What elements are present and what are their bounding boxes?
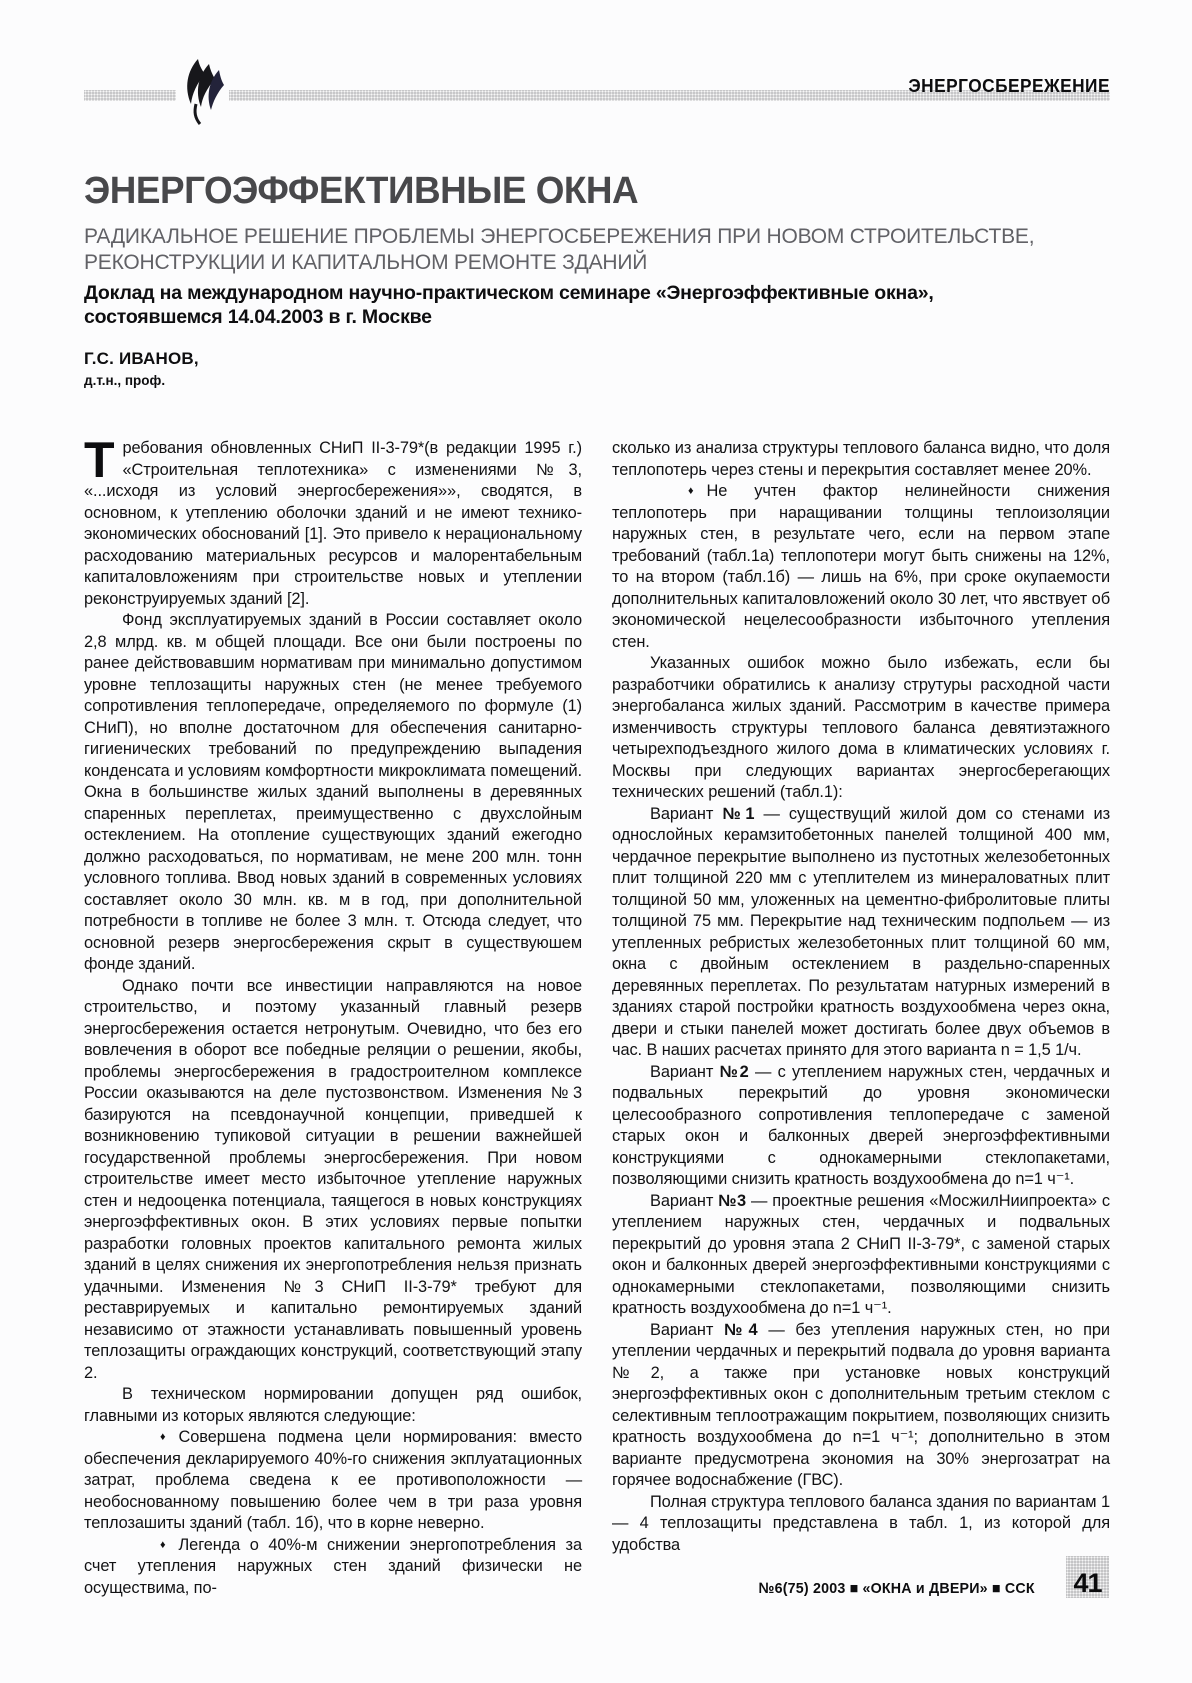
paragraph-text: Однако почти все инвестиции направляются на новое строительство, и поэтому указанный главный резерв энергосбережения остается нетронутым. Очевидно, что без его вовлечения в оборот все победные реляции о решении, якобы, проблемы энергосбережения в градостроителном комплексе России оказываются на деле пустозвонством. Изменения №3 базируются на псевдонаучной концепции, приведшей к возникновению тупиковой ситуации в решении важнейшей государственной проблемы энергосбережения. При новом строительстве имеет место избыточное утепление наружных стен и недооценка потенциала, таящегося в новых конструкциях энергоэффективных окон. В этих условиях первые попытки разработки головных проектов капитального ремонта жилых зданий в целях снижения их энергопотребления нельзя признать удачными. Изменения №3 СНиП II-3-79* требуют для реставрируемых и капитально ремонтируемых зданий независимо от этажности устанавливать повышенный уровень теплозащиты ограждающих конструкций, соответствующий этапу 2. bbox=[84, 976, 582, 1382]
paragraph-text: Вариант bbox=[650, 1191, 719, 1210]
paragraph-text: Совершена подмена цели нормирования: вместо обеспечения декларируемого 40%-го снижения экплуатационных затрат, проблема сведена к ее противоположности — необоснованному повышению более чем в три раза уровня теплозашиты зданий (табл. 1б), что в корне неверно. bbox=[84, 1428, 582, 1532]
author-credentials: д.т.н., проф. bbox=[84, 373, 166, 388]
variant-label: №4 bbox=[724, 1320, 758, 1339]
paragraph-text: Вариант bbox=[650, 1320, 725, 1339]
paragraph-text: — проектные решения «МосжилНиипроекта» с утеплением наружных стен, чердачных и подвальных перекрытий до уровня этапа 2 СНиП II-3-79*, с заменой старых окон и балконных дверей энергоэффективными конструкциями с однокамерными стеклопакетами, позволяющими снизить кратность воздухообмена до n=1 ч⁻¹. bbox=[612, 1191, 1111, 1317]
variant-label: №3 bbox=[718, 1191, 747, 1210]
bullet-icon: ♦ bbox=[688, 485, 694, 497]
paragraph bbox=[84, 1384, 582, 1427]
paragraph bbox=[612, 804, 1110, 1062]
paragraph bbox=[84, 432, 582, 610]
paragraph bbox=[612, 653, 1110, 804]
drop-cap: Т bbox=[84, 432, 115, 488]
paragraph bbox=[84, 610, 582, 976]
paragraph-text: — существущий жилой дом со стенами из однослойных керамзитобетонных панелей толщиной 400 мм, чердачное перекрытие выполнено из пустотных железобетонных плит толщиной 220 мм с утеплителем из минераловатных плит толщиной 50 мм, уложенных на цементно-фибролитовые плиты толщиной 75 мм. Перекрытие над техническим подпольем — из утепленных ребристых железобетонных плит толщиной 60 мм, окна с двойным остеклением в раздельно-спаренных деревянных переплетах. По результатам натурных измерений в зданиях старой постройки кратность воздухообмена через окна, двери и стыки панелей может достигать более двух объемов в час. В наших расчетах принято для этого варианта n = 1,5 1/ч. bbox=[612, 804, 1111, 1059]
paragraph bbox=[612, 1492, 1110, 1557]
paragraph bbox=[84, 1427, 582, 1535]
page-number: 41 bbox=[1073, 1568, 1102, 1598]
paragraph-text: Легенда о 40%-м снижении энергопотребления за счет утепления наружных стен зданий физически не осуществима, по- bbox=[84, 1535, 582, 1597]
paragraph bbox=[612, 481, 1110, 653]
paragraph-text: Указанных ошибок можно было избежать, если бы разработчики обратились к анализу струтуры расходной части энергобаланса жилых зданий. Рассмотрим в качестве примера изменчивость структуры теплового баланса девятиэтажного четырехподъездного жилого дома в климатических условиях г. Москвы при следующих вариантах энергосберегающих технических решений (табл.1): bbox=[612, 654, 1110, 801]
section-label: ЭНЕРГОСБЕРЕЖЕНИЕ bbox=[908, 76, 1110, 96]
paragraph-text: Полная структура теплового баланса здания по вариантам 1 — 4 теплозащиты представлена в табл. 1, из которой для удобства bbox=[612, 1492, 1110, 1554]
bullet-icon: ♦ bbox=[160, 1538, 166, 1551]
page-number-badge bbox=[1066, 1556, 1109, 1598]
paragraph bbox=[612, 1191, 1110, 1320]
article-title: ЭНЕРГОЭФФЕКТИВНЫЕ ОКНА bbox=[84, 170, 639, 212]
article-subtitle: РАДИКАЛЬНОЕ РЕШЕНИЕ ПРОБЛЕМЫ ЭНЕРГОСБЕРЕЖЕНИЯ ПРИ НОВОМ СТРОИТЕЛЬСТВЕ, РЕКОНСТРУКЦИИ И КАПИТАЛЬНОМ РЕМОНТЕ ЗДАНИЙ bbox=[84, 225, 1035, 274]
paragraph bbox=[612, 438, 1110, 481]
paragraph bbox=[612, 1062, 1110, 1191]
paragraph-text: сколько из анализа структуры теплового баланса видно, что доля теплопотерь через стены и перекрытия составляет менее 20%. bbox=[612, 439, 1110, 479]
report-note: Доклад на международном научно-практическом семинаре «Энергоэффективные окна», состоявшемся 14.04.2003 в г. Москве bbox=[84, 282, 934, 328]
variant-label: №1 bbox=[722, 804, 755, 823]
paragraph-text: Не учтен фактор нелинейности снижения теплопотерь при наращивании толщины теплоизоляции наружных стен, в результате чего, если на первом этапе требований (табл.1а) теплопотери могут быть снижены на 12%, то на втором (табл.1б) — лишь на 6%, при сроке окупаемости дополнительных капиталовложений около 30 лет, что явствует об экономической нецелесообразности избыточного утепления стен. bbox=[612, 482, 1110, 651]
footer-issue-line: №6(75) 2003 ■ «ОКНА и ДВЕРИ» ■ ССК bbox=[758, 1580, 1035, 1597]
paragraph bbox=[84, 976, 582, 1385]
column-left bbox=[84, 432, 582, 1599]
column-right bbox=[612, 438, 1110, 1599]
paragraph-text: Вариант bbox=[650, 804, 723, 823]
body-columns bbox=[84, 432, 1111, 1599]
paragraph-text: — с утеплением наружных стен, чердачных и подвальных перекрытий до уровня экономически целесообразного сопротивления теплопередаче с заменой старых окон и балконных дверей энергоэффективными конструкциями с однокамерными стеклопакетами, позволяющими снизить кратность воздухообмена до n=1 ч⁻¹. bbox=[612, 1062, 1110, 1188]
paragraph bbox=[612, 1320, 1110, 1492]
paragraph-text: Вариант bbox=[650, 1062, 720, 1081]
paragraph-text: В техническом нормировании допущен ряд ошибок, главными из которых являются следующие: bbox=[84, 1385, 582, 1425]
paragraph bbox=[84, 1535, 582, 1600]
paragraph-text: Фонд эксплуатируемых зданий в России составляет около 2,8 млрд. кв. м общей площади. Все они были построены по ранее действовавшим нормативам при минимально допустимом уровне теплозащиты наружных стен (не менее требуемого сопротивления теплопередаче, определяемого по формуле (1) СНиП), но вполне достаточном для обеспечения санитарно-гигиенических требований по предупреждению выпадения конденсата и условиям комфортности микроклимата помещений. Окна в большинстве жилых зданий выполнены в деревянных спаренных переплетах, преимущественно с двухслойным остеклением. На отопление существующих зданий ежегодно должно расходоваться, по нормативам, не мене 200 млн. тонн условного топлива. Ввод новых зданий в современных условиях составляет около 30 млн. кв. м в год, при дополнительной потребности в топливе не более 3 млн. т. Отсюда следует, что основной резерв энергосбережения скрыт в существуюшем фонде зданий. bbox=[84, 611, 582, 973]
variant-label: №2 bbox=[719, 1062, 749, 1081]
author-name: Г.С. ИВАНОВ, bbox=[84, 349, 199, 368]
publisher-flame-logo-icon bbox=[172, 58, 232, 126]
paragraph-text: ребования обновленных СНиП II-3-79*(в редакции 1995 г.) «Строительная теплотехника» с изменениями №3, «...исходя из условий энергосбережения»», сводятся, в основном, к утеплению оболочки зданий и не имеют технико-экономических обоснований [1]. Это привело к нерациональному расходованию материальных ресурсов и малорентабельным капиталовложениям при строительстве новых и утеплении реконструируемых зданий [2]. bbox=[84, 439, 582, 608]
header-rule-left bbox=[84, 90, 176, 101]
bullet-icon: ♦ bbox=[160, 1431, 166, 1443]
paragraph-text: — без утепления наружных стен, но при утеплении чердачных и перекрытий подвала до уровня варианта №2, а также при установке новых конструкций энергоэффективных окон с дополнительным третьим стеклом с селективным теплоотражащим покрытием, позволяющих снизить кратность воздухообмена до n=1 ч⁻¹; дополнительно в этом варианте предусмотрена экономия на 30% энергозатрат на горячее водоснабжение (ГВС). bbox=[612, 1320, 1110, 1489]
